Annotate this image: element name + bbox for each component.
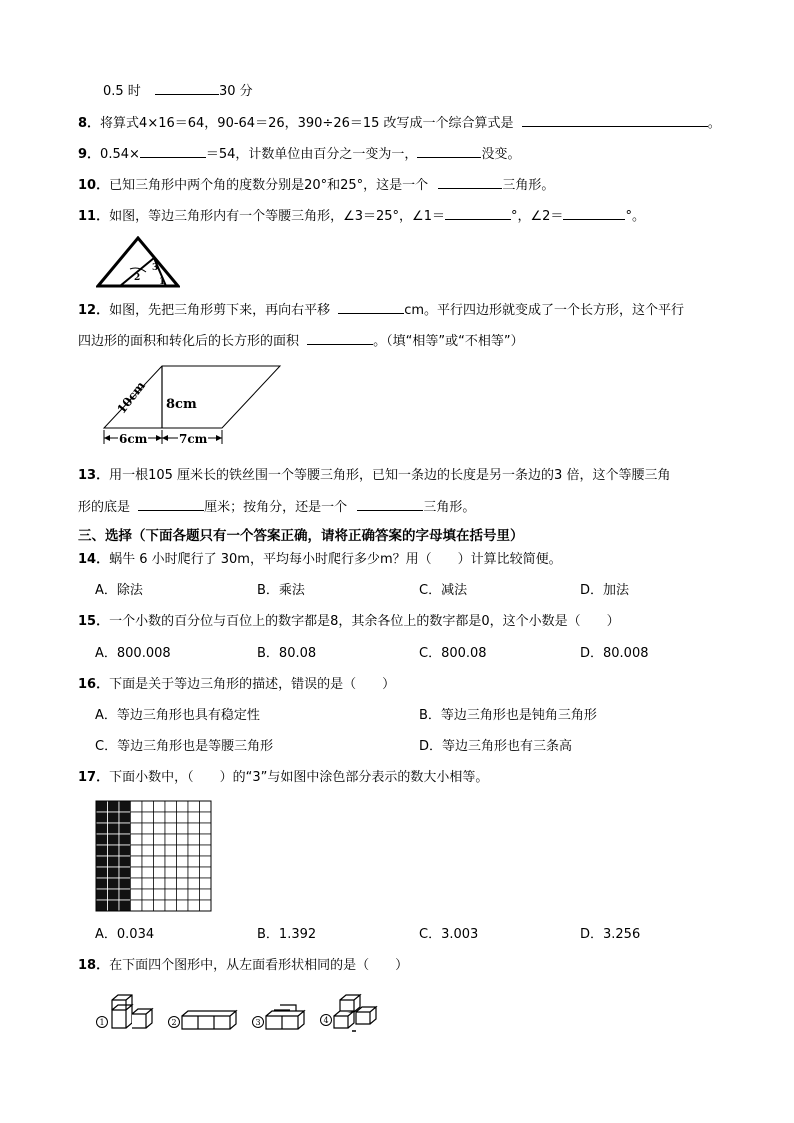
svg-text:4: 4 [323, 1016, 329, 1025]
grid-cell-shaded [96, 834, 108, 845]
grid-cell [131, 823, 143, 834]
grid-cell [142, 801, 154, 812]
q7-blank[interactable] [155, 82, 219, 95]
grid-cell [188, 867, 200, 878]
question-12-line2 [78, 332, 524, 351]
grid-cell [165, 801, 177, 812]
grid-cell [177, 801, 189, 812]
q17-text: 下面小数中，（ ）的“3”与如图中涂色部分表示的数大小相等。 [109, 770, 489, 785]
grid-cell [131, 812, 143, 823]
grid-cell-shaded [108, 845, 120, 856]
q17-option-c[interactable]: C．3.003 [419, 927, 479, 942]
q12-line2-b: 。（填“相等”或“不相等”） [373, 334, 524, 349]
q15-number: 15． [78, 614, 110, 629]
q12-blank-2[interactable] [307, 332, 373, 345]
q11-label-1: 1 [159, 277, 166, 287]
grid-cell [142, 867, 154, 878]
grid-cell [188, 801, 200, 812]
q18-figure-3 [252, 1005, 304, 1029]
q9-blank-1[interactable] [140, 145, 206, 158]
grid-cell [200, 801, 212, 812]
grid-cell-shaded [119, 812, 131, 823]
grid-cell-shaded [96, 889, 108, 900]
grid-cell [131, 889, 143, 900]
grid-cell [142, 856, 154, 867]
grid-cell [154, 823, 166, 834]
grid-cell [188, 812, 200, 823]
grid-cell [200, 834, 212, 845]
grid-cell-shaded [108, 900, 120, 911]
q11-triangle-figure [96, 236, 180, 290]
q8-blank[interactable] [522, 114, 708, 127]
grid-cell-shaded [96, 812, 108, 823]
grid-cell [165, 900, 177, 911]
q13-line2-b: 厘米；按角分，还是一个 [204, 500, 348, 515]
q14-option-d[interactable]: D．加法 [580, 583, 630, 598]
q11-number: 11． [78, 209, 110, 224]
grid-cell [131, 845, 143, 856]
grid-cell [142, 845, 154, 856]
question-15 [78, 613, 620, 631]
grid-cell [177, 856, 189, 867]
grid-cell [131, 878, 143, 889]
grid-cell [200, 889, 212, 900]
grid-cell [188, 889, 200, 900]
q11-label-3: 3 [152, 263, 159, 273]
q8-end: 。 [707, 116, 721, 131]
grid-cell [188, 845, 200, 856]
grid-cell [131, 900, 143, 911]
q13-blank-2[interactable] [357, 498, 423, 511]
grid-cell-shaded [96, 878, 108, 889]
grid-cell [177, 834, 189, 845]
grid-cell-shaded [119, 801, 131, 812]
svg-text:3: 3 [255, 1018, 261, 1027]
grid-cell-shaded [119, 845, 131, 856]
grid-cell [142, 834, 154, 845]
grid-cell [165, 878, 177, 889]
grid-cell [142, 889, 154, 900]
q11-blank-1[interactable] [445, 207, 511, 220]
q18-figure-4 [320, 995, 376, 1031]
q14-text: 蜗牛 6 小时爬行了 30m，平均每小时爬行多少m？用（ ）计算比较简便。 [109, 552, 562, 567]
grid-cell-shaded [108, 889, 120, 900]
q12-label-side: 10cm [114, 378, 148, 417]
grid-cell-shaded [119, 856, 131, 867]
q17-number: 17． [78, 770, 110, 785]
grid-cell [200, 856, 212, 867]
q17-hundred-grid [95, 800, 213, 913]
q18-figure-1 [96, 995, 152, 1028]
grid-cell [154, 878, 166, 889]
grid-cell [154, 900, 166, 911]
q16-option-a[interactable]: A．等边三角形也具有稳定性 [95, 708, 260, 723]
grid-cell [165, 845, 177, 856]
grid-cell [200, 867, 212, 878]
q13-line2-c: 三角形。 [423, 500, 476, 515]
q10-text-b: 三角形。 [502, 178, 555, 193]
grid-cell-shaded [96, 823, 108, 834]
q13-line2-a: 形的底是 [78, 500, 131, 515]
question-13 [78, 467, 670, 485]
q16-text: 下面是关于等边三角形的描述，错误的是（ ） [109, 677, 396, 692]
grid-cell [142, 878, 154, 889]
grid-cell [188, 834, 200, 845]
q15-option-c[interactable]: C．800.08 [419, 646, 487, 661]
grid-cell [154, 801, 166, 812]
q16-option-c[interactable]: C．等边三角形也是等腰三角形 [95, 739, 274, 754]
q9-text-a: 0.54× [100, 147, 140, 162]
q11-text-a: 如图，等边三角形内有一个等腰三角形，∠3＝25°，∠1＝ [109, 209, 445, 224]
grid-cell [154, 856, 166, 867]
q16-number: 16． [78, 677, 110, 692]
q13-blank-1[interactable] [138, 498, 204, 511]
q12-label-left: 6cm [119, 432, 148, 446]
grid-cell [154, 867, 166, 878]
q11-blank-2[interactable] [563, 207, 625, 220]
grid-cell [131, 834, 143, 845]
grid-cell [165, 856, 177, 867]
grid-cell-shaded [119, 867, 131, 878]
q12-label-right: 7cm [179, 432, 208, 446]
q17-option-a[interactable]: A．0.034 [95, 927, 155, 942]
grid-cell [188, 878, 200, 889]
grid-cell-shaded [108, 834, 120, 845]
grid-cell [154, 834, 166, 845]
grid-cell [154, 845, 166, 856]
q15-option-a[interactable]: A．800.008 [95, 646, 171, 661]
q11-text-c: °。 [625, 209, 645, 224]
grid-cell-shaded [108, 812, 120, 823]
q15-option-d[interactable]: D．80.008 [580, 646, 649, 661]
grid-cell-shaded [119, 834, 131, 845]
svg-text:1: 1 [99, 1018, 105, 1027]
grid-cell-shaded [119, 889, 131, 900]
question-18 [78, 957, 408, 975]
grid-cell [165, 867, 177, 878]
grid-cell [131, 856, 143, 867]
grid-cell [188, 823, 200, 834]
grid-cell-shaded [96, 801, 108, 812]
grid-cell [177, 889, 189, 900]
grid-cell-shaded [119, 878, 131, 889]
q9-text-b: ＝54，计数单位由百分之一变为一， [205, 147, 418, 162]
q18-cube-figures [94, 990, 394, 1034]
q18-text: 在下面四个图形中，从左面看形状相同的是（ ） [109, 958, 409, 973]
grid-cell [131, 867, 143, 878]
svg-text:2: 2 [171, 1018, 177, 1027]
grid-cell-shaded [119, 823, 131, 834]
grid-cell [177, 845, 189, 856]
grid-cell-shaded [108, 878, 120, 889]
q18-number: 18． [78, 958, 110, 973]
grid-cell [142, 900, 154, 911]
grid-cell [154, 812, 166, 823]
q17-option-b[interactable]: B．1.392 [257, 927, 317, 942]
q12-line2-a: 四边形的面积和转化后的长方形的面积 [78, 334, 300, 349]
q14-option-b[interactable]: B．乘法 [257, 583, 305, 598]
q14-number: 14． [78, 552, 110, 567]
grid-cell [200, 900, 212, 911]
q8-number: 8． [78, 116, 101, 131]
question-17 [78, 769, 488, 787]
question-13-line2 [78, 498, 475, 517]
grid-cell-shaded [108, 867, 120, 878]
q11-text-b: °，∠2＝ [511, 209, 564, 224]
grid-cell [131, 801, 143, 812]
q12-text-b: cm。平行四边形就变成了一个长方形，这个平行 [404, 303, 685, 318]
grid-cell [165, 812, 177, 823]
grid-cell [200, 823, 212, 834]
q10-text-a: 已知三角形中两个角的度数分别是20°和25°，这是一个 [109, 178, 429, 193]
grid-cell-shaded [96, 900, 108, 911]
grid-cell [142, 823, 154, 834]
q15-text: 一个小数的百分位与百位上的数字都是8，其余各位上的数字都是0，这个小数是（ ） [109, 614, 620, 629]
q15-option-b[interactable]: B．80.08 [257, 646, 317, 661]
q9-blank-2[interactable] [417, 145, 481, 158]
q8-text: 将算式4×16＝64，90-64＝26，390÷26＝15 改写成一个综合算式是 [100, 116, 514, 131]
grid-cell-shaded [108, 823, 120, 834]
q7-tail [103, 82, 253, 101]
q12-text-a: 如图，先把三角形剪下来，再向右平移 [109, 303, 331, 318]
grid-cell-shaded [119, 900, 131, 911]
grid-cell-shaded [96, 856, 108, 867]
q9-number: 9． [78, 147, 101, 162]
question-12 [78, 301, 684, 320]
q11-label-2: 2 [134, 273, 141, 283]
grid-cell [177, 812, 189, 823]
q12-label-height: 8cm [166, 397, 197, 412]
question-8 [78, 114, 721, 133]
question-11 [78, 207, 645, 226]
grid-cell-shaded [96, 867, 108, 878]
grid-cell [177, 867, 189, 878]
q18-figure-2 [168, 1011, 236, 1029]
grid-cell [200, 878, 212, 889]
question-14 [78, 551, 562, 569]
q16-option-b[interactable]: B．等边三角形也是钝角三角形 [419, 708, 597, 723]
q12-blank-1[interactable] [338, 301, 404, 314]
q14-option-a[interactable]: A．除法 [95, 583, 143, 598]
grid-cell [165, 823, 177, 834]
q10-blank[interactable] [438, 176, 502, 189]
question-10 [78, 176, 554, 195]
grid-cell [188, 856, 200, 867]
grid-cell [154, 889, 166, 900]
grid-cell [165, 889, 177, 900]
q16-option-d[interactable]: D．等边三角形也有三条高 [419, 739, 573, 754]
grid-cell [177, 878, 189, 889]
q13-number: 13． [78, 468, 110, 483]
q12-number: 12． [78, 303, 110, 318]
section-3-title: 三、选择（下面各题只有一个答案正确，请将正确答案的字母填在括号里） [78, 528, 524, 544]
q9-text-c: 没变。 [481, 147, 521, 162]
q12-parallelogram-figure [98, 362, 288, 454]
q13-text-a: 用一根105 厘米长的铁丝围一个等腰三角形，已知一条边的长度是另一条边的3 倍，这个等腰三角 [109, 468, 671, 483]
grid-cell [177, 823, 189, 834]
question-9 [78, 145, 520, 164]
grid-cell [142, 812, 154, 823]
grid-cell-shaded [96, 845, 108, 856]
grid-cell [165, 834, 177, 845]
q10-number: 10． [78, 178, 110, 193]
q17-option-d[interactable]: D．3.256 [580, 927, 641, 942]
grid-cell [177, 900, 189, 911]
grid-cell [200, 812, 212, 823]
grid-cell-shaded [108, 801, 120, 812]
grid-cell-shaded [108, 856, 120, 867]
question-16 [78, 676, 395, 694]
q7-text-a: 0.5 时 [103, 84, 141, 99]
q14-option-c[interactable]: C．减法 [419, 583, 468, 598]
grid-cell [200, 845, 212, 856]
grid-cell [188, 900, 200, 911]
q7-text-b: 30 分 [218, 84, 253, 99]
